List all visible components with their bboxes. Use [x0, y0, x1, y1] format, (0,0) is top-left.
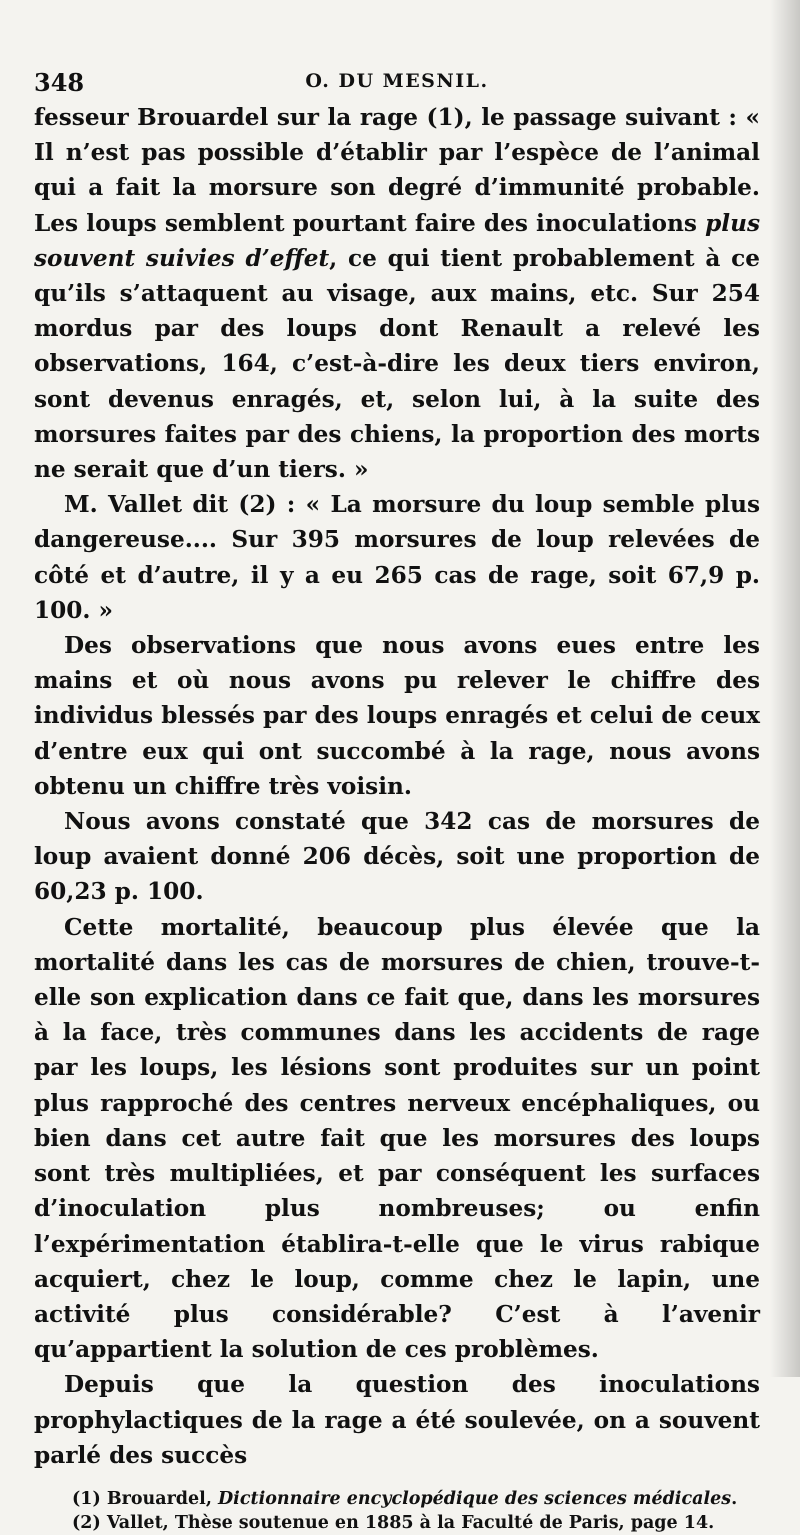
paragraph: Depuis que la question des inoculations prophylactiques de la rage a été soulevée, on a souvent parlé des succès [34, 1371, 760, 1469]
paragraph: Cette mortalité, beaucoup plus élevée que la mortalité dans les cas de morsures de chien, trouve-t-elle son explication dans ce fait que, dans les morsures à la face, très communes dans les accidents de rage par les loups, les lésions sont produites sur un point plus rapproché des centres nerveux encéphaliques, ou bien dans cet autre fait que les morsures des loups sont très multipliées, et par conséquent les surfaces d’inoculation plus nombreuses; ou enfin l’expérimentation établira-t-elle que le virus rabique acquiert, chez le loup, comme chez le lapin, une activité plus considérable? C’est à l’avenir qu’appartient la solution de ces problèmes. [34, 913, 760, 1364]
paragraph: Nous avons constaté que 342 cas de morsures de loup avaient donné 206 décès, soit une proportion de 60,23 p. 100. [34, 808, 760, 906]
page-number: 348 [34, 68, 85, 97]
running-head: O. DU MESNIL. [305, 70, 489, 92]
footnotes [34, 1487, 760, 1535]
footnote: (2) Vallet, Thèse soutenue en 1885 à la Faculté de Paris, page 14. [72, 1512, 715, 1533]
page-header [34, 62, 760, 100]
footnote: (1) Brouardel, Dictionnaire encyclopédique des sciences médicales. [72, 1488, 738, 1509]
italic-quote: plus souvent suivies d’effet [34, 209, 760, 272]
paragraph: Des observations que nous avons eues entre les mains et où nous avons pu relever le chiffre des individus blessés par des loups enragés et celui de ceux d’entre eux qui ont succombé à la rage, nous avons obtenu un chiffre très voisin. [34, 632, 760, 800]
paragraph: M. Vallet dit (2) : « La morsure du loup semble plus dangereuse.... Sur 395 morsures de loup relevées de côté et d’autre, il y a eu 265 cas de rage, soit 67,9 p. 100. » [34, 491, 760, 624]
paragraph-continuation: fesseur Brouardel sur la rage (1), le passage suivant : « Il n’est pas possible d’établir par l’espèce de l’animal qui a fait la morsure son degré d’immunité probable. Les loups semblent pourtant faire des inoculations plus souvent suivies d’effet, ce qui tient probablement à ce qu’ils s’attaquent au visage, aux mains, etc. Sur 254 mordus par des loups dont Renault a relevé les observations, 164, c’est-à-dire les deux tiers environ, sont devenus enragés, et, selon lui, à la suite des morsures faites par des chiens, la proportion des morts ne serait que d’un tiers. » [34, 104, 760, 484]
body-text [34, 100, 760, 1473]
